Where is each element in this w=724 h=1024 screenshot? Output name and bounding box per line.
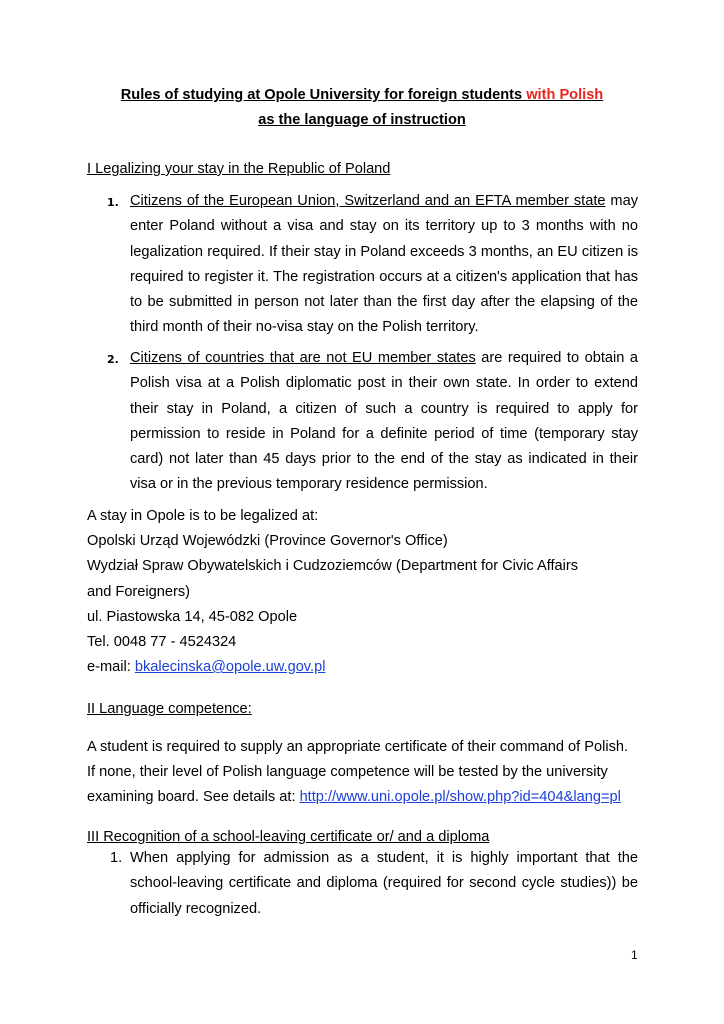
paragraph-line: A student is required to supply an appropriate certificate of their command of Polish. — [87, 739, 629, 755]
language-competence-paragraph — [87, 735, 637, 811]
list-item-eu-citizens — [130, 189, 638, 341]
address-email-line — [87, 655, 637, 680]
list-item-underlined-text: Citizens of countries that are not EU member states — [130, 350, 476, 366]
list-item-recognition: When applying for admission as a student, it is highly important that the school-leaving certificate and diploma (required for second cycle studies)) be officially recognized. — [130, 850, 638, 917]
list-item-underlined-text: Citizens of the European Union, Switzerland and an EFTA member state — [130, 193, 606, 209]
address-phone: Tel. 0048 77 - 4524324 — [87, 633, 237, 650]
page-number: 1 — [631, 948, 638, 962]
address-department-line-2: and Foreigners) — [87, 583, 191, 600]
list-item-number: 2. — [107, 353, 119, 366]
section-1-heading: I Legalizing your stay in the Republic of Poland — [87, 161, 391, 177]
language-details-link[interactable]: http://www.uni.opole.pl/show.php?id=404&lang=pl — [299, 789, 621, 806]
title-main-text: Rules of studying at Opole University for foreign students — [120, 87, 523, 103]
address-street: ul. Piastowska 14, 45-082 Opole — [87, 608, 298, 625]
paragraph-line: If none, their level of Polish language competence will be tested by the university — [87, 764, 608, 781]
title-highlight-text: with Polish — [526, 87, 604, 103]
address-block — [87, 504, 637, 680]
list-item-body-text: are required to obtain a Polish visa at a Polish diplomatic post in their own state. In order to extend their stay in Poland, a citizen of such a country is required to apply for permission to reside in Poland for a definite period of time (temporary stay card) not later than 45 days prior to the end of the stay as indicated in their visa or in the previous temporary residence permission. — [130, 350, 638, 493]
list-item-number: 1. — [107, 196, 119, 209]
list-item-non-eu-citizens — [130, 346, 638, 498]
address-office: Opolski Urząd Wojewódzki (Province Governor's Office) — [87, 533, 448, 550]
email-label: e-mail: — [87, 659, 135, 676]
section-2-heading: II Language competence: — [87, 701, 252, 717]
paragraph-link-prefix: examining board. See details at: — [87, 789, 300, 806]
list-item-number: 1. — [110, 850, 123, 866]
document-title-line-1 — [0, 87, 724, 103]
list-item-body-text: may enter Poland without a visa and stay on its territory up to 3 months with no legalization required. If their stay in Poland exceeds 3 months, an EU citizen is required to register it. The registration occurs at a citizen's application that has to be submitted in person not later than the first day after the elapsing of the third month of their no-visa stay on the Polish territory. — [130, 193, 638, 336]
section-3-heading: III Recognition of a school-leaving certificate or/ and a diploma — [87, 829, 490, 845]
email-link[interactable]: bkalecinska@opole.uw.gov.pl — [134, 659, 326, 676]
paragraph-line — [87, 785, 637, 810]
address-department-line-1: Wydział Spraw Obywatelskich i Cudzoziemców (Department for Civic Affairs — [87, 558, 579, 575]
address-intro: A stay in Opole is to be legalized at: — [87, 508, 319, 524]
title-line-2-text: as the language of instruction — [258, 112, 466, 128]
document-title-line-2 — [0, 112, 724, 128]
